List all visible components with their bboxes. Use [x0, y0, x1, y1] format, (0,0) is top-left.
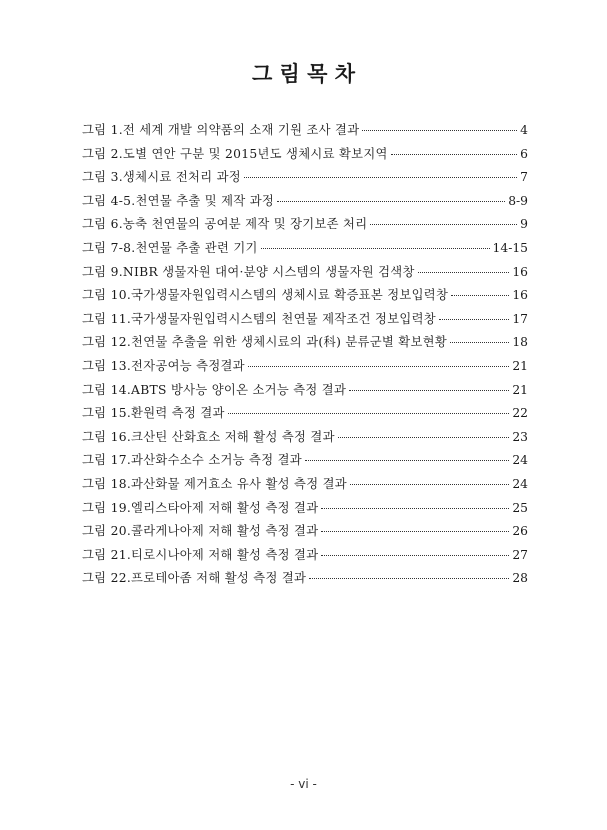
toc-entry[interactable] [82, 356, 528, 380]
dot-leader [451, 295, 509, 296]
dot-leader [321, 555, 509, 556]
figure-title: 천연물 추출을 위한 생체시료의 과(科) 분류군별 확보현황 [131, 335, 448, 350]
dot-leader [244, 177, 517, 178]
figure-title: 농축 천연물의 공여분 제작 및 장기보존 처리 [122, 217, 368, 232]
figure-toc-list [82, 120, 528, 592]
figure-number: 그림 2. [82, 146, 123, 161]
figure-title: 티로시나아제 저해 활성 측정 결과 [131, 547, 319, 562]
page-reference: 23 [512, 429, 528, 444]
dot-leader [305, 460, 509, 461]
page-reference: 25 [512, 500, 528, 515]
figure-number: 그림 19. [82, 500, 132, 515]
page-number: - vi - [290, 777, 317, 791]
figure-number: 그림 3. [82, 170, 123, 185]
figure-number: 그림 22. [82, 571, 132, 586]
dot-leader [321, 508, 509, 509]
figure-number: 그림 4-5. [82, 193, 136, 208]
figure-number: 그림 9. [82, 264, 123, 279]
toc-entry[interactable] [82, 474, 528, 498]
toc-entry[interactable] [82, 380, 528, 404]
page-reference: 17 [512, 311, 528, 326]
page-reference: 28 [512, 571, 528, 586]
toc-entry[interactable] [82, 144, 528, 168]
figure-title: 천연물 추출 및 제작 과정 [135, 193, 275, 208]
page-reference: 14-15 [492, 240, 528, 255]
toc-entry[interactable] [82, 498, 528, 522]
page-reference: 7 [520, 170, 528, 185]
dot-leader [261, 248, 490, 249]
page-reference: 8-9 [508, 193, 528, 208]
dot-leader [338, 437, 510, 438]
toc-entry[interactable] [82, 450, 528, 474]
dot-leader [309, 578, 509, 579]
toc-entry[interactable] [82, 403, 528, 427]
figure-number: 그림 1. [82, 123, 123, 137]
figure-number: 그림 12. [82, 335, 132, 350]
figure-number: 그림 13. [82, 358, 132, 373]
figure-title: 전 세계 개발 의약품의 소재 기원 조사 결과 [122, 123, 360, 137]
dot-leader [418, 272, 510, 273]
toc-entry[interactable] [82, 309, 528, 333]
toc-entry[interactable] [82, 238, 528, 262]
figure-title: 도별 연안 구분 및 2015년도 생체시료 확보지역 [122, 146, 388, 161]
page-reference: 24 [512, 453, 528, 468]
dot-leader [228, 413, 510, 414]
dot-leader [277, 201, 505, 202]
page-reference: 22 [512, 406, 528, 421]
toc-entry[interactable] [82, 262, 528, 286]
figure-number: 그림 7-8. [82, 240, 136, 255]
toc-entry[interactable] [82, 568, 528, 592]
page-title: 그 림 목 차 [251, 61, 356, 86]
page-reference: 4 [520, 123, 528, 137]
figure-number: 그림 16. [82, 429, 132, 444]
figure-title: 전자공여능 측정결과 [131, 358, 245, 373]
figure-number: 그림 17. [82, 453, 132, 468]
figure-title: 환원력 측정 결과 [131, 406, 225, 421]
dot-leader [370, 224, 517, 225]
page-reference: 26 [512, 524, 528, 539]
figure-title: 크산틴 산화효소 저해 활성 측정 결과 [131, 429, 335, 444]
page-reference: 24 [512, 476, 528, 491]
page-reference: 9 [520, 217, 528, 232]
figure-number: 그림 20. [82, 524, 132, 539]
toc-entry[interactable] [82, 545, 528, 569]
dot-leader [362, 130, 517, 131]
toc-entry[interactable] [82, 167, 528, 191]
page-reference: 16 [512, 288, 528, 303]
page-reference: 21 [512, 358, 528, 373]
figure-title: 생체시료 전처리 과정 [122, 170, 241, 185]
dot-leader [350, 484, 509, 485]
figure-title: 엘리스타아제 저해 활성 측정 결과 [131, 500, 319, 515]
figure-title: 국가생물자원입력시스템의 생체시료 확증표본 정보입력창 [131, 288, 449, 303]
toc-entry[interactable] [82, 285, 528, 309]
page-reference: 27 [512, 547, 528, 562]
dot-leader [439, 319, 509, 320]
figure-number: 그림 10. [82, 288, 132, 303]
toc-entry[interactable] [82, 427, 528, 451]
toc-entry[interactable] [82, 521, 528, 545]
dot-leader [349, 390, 509, 391]
figure-title: 국가생물자원입력시스템의 천연물 제작조건 정보입력창 [131, 311, 436, 326]
figure-title: 과산화수소수 소거능 측정 결과 [131, 453, 302, 468]
page-reference: 6 [520, 146, 528, 161]
page-reference: 16 [512, 264, 528, 279]
dot-leader [391, 154, 517, 155]
page-reference: 21 [512, 382, 528, 397]
page-reference: 18 [512, 335, 528, 350]
figure-number: 그림 15. [82, 406, 132, 421]
toc-entry[interactable] [82, 214, 528, 238]
figure-title: 콜라게나아제 저해 활성 측정 결과 [131, 524, 319, 539]
figure-number: 그림 14. [82, 382, 132, 397]
dot-leader [248, 366, 509, 367]
figure-number: 그림 18. [82, 476, 132, 491]
figure-number: 그림 11. [82, 311, 132, 326]
toc-entry[interactable] [82, 332, 528, 356]
figure-title: 천연물 추출 관련 기기 [135, 240, 258, 255]
toc-entry[interactable] [82, 191, 528, 215]
figure-title: 과산화물 제거효소 유사 활성 측정 결과 [131, 476, 347, 491]
figure-title: NIBR 생물자원 대여·분양 시스템의 생물자원 검색창 [122, 264, 415, 279]
dot-leader [450, 342, 509, 343]
figure-title: 프로테아좀 저해 활성 측정 결과 [131, 571, 307, 586]
figure-number: 그림 21. [82, 547, 132, 562]
dot-leader [321, 531, 509, 532]
toc-entry[interactable] [82, 120, 528, 144]
figure-number: 그림 6. [82, 217, 123, 232]
figure-title: ABTS 방사능 양이온 소거능 측정 결과 [131, 382, 347, 397]
